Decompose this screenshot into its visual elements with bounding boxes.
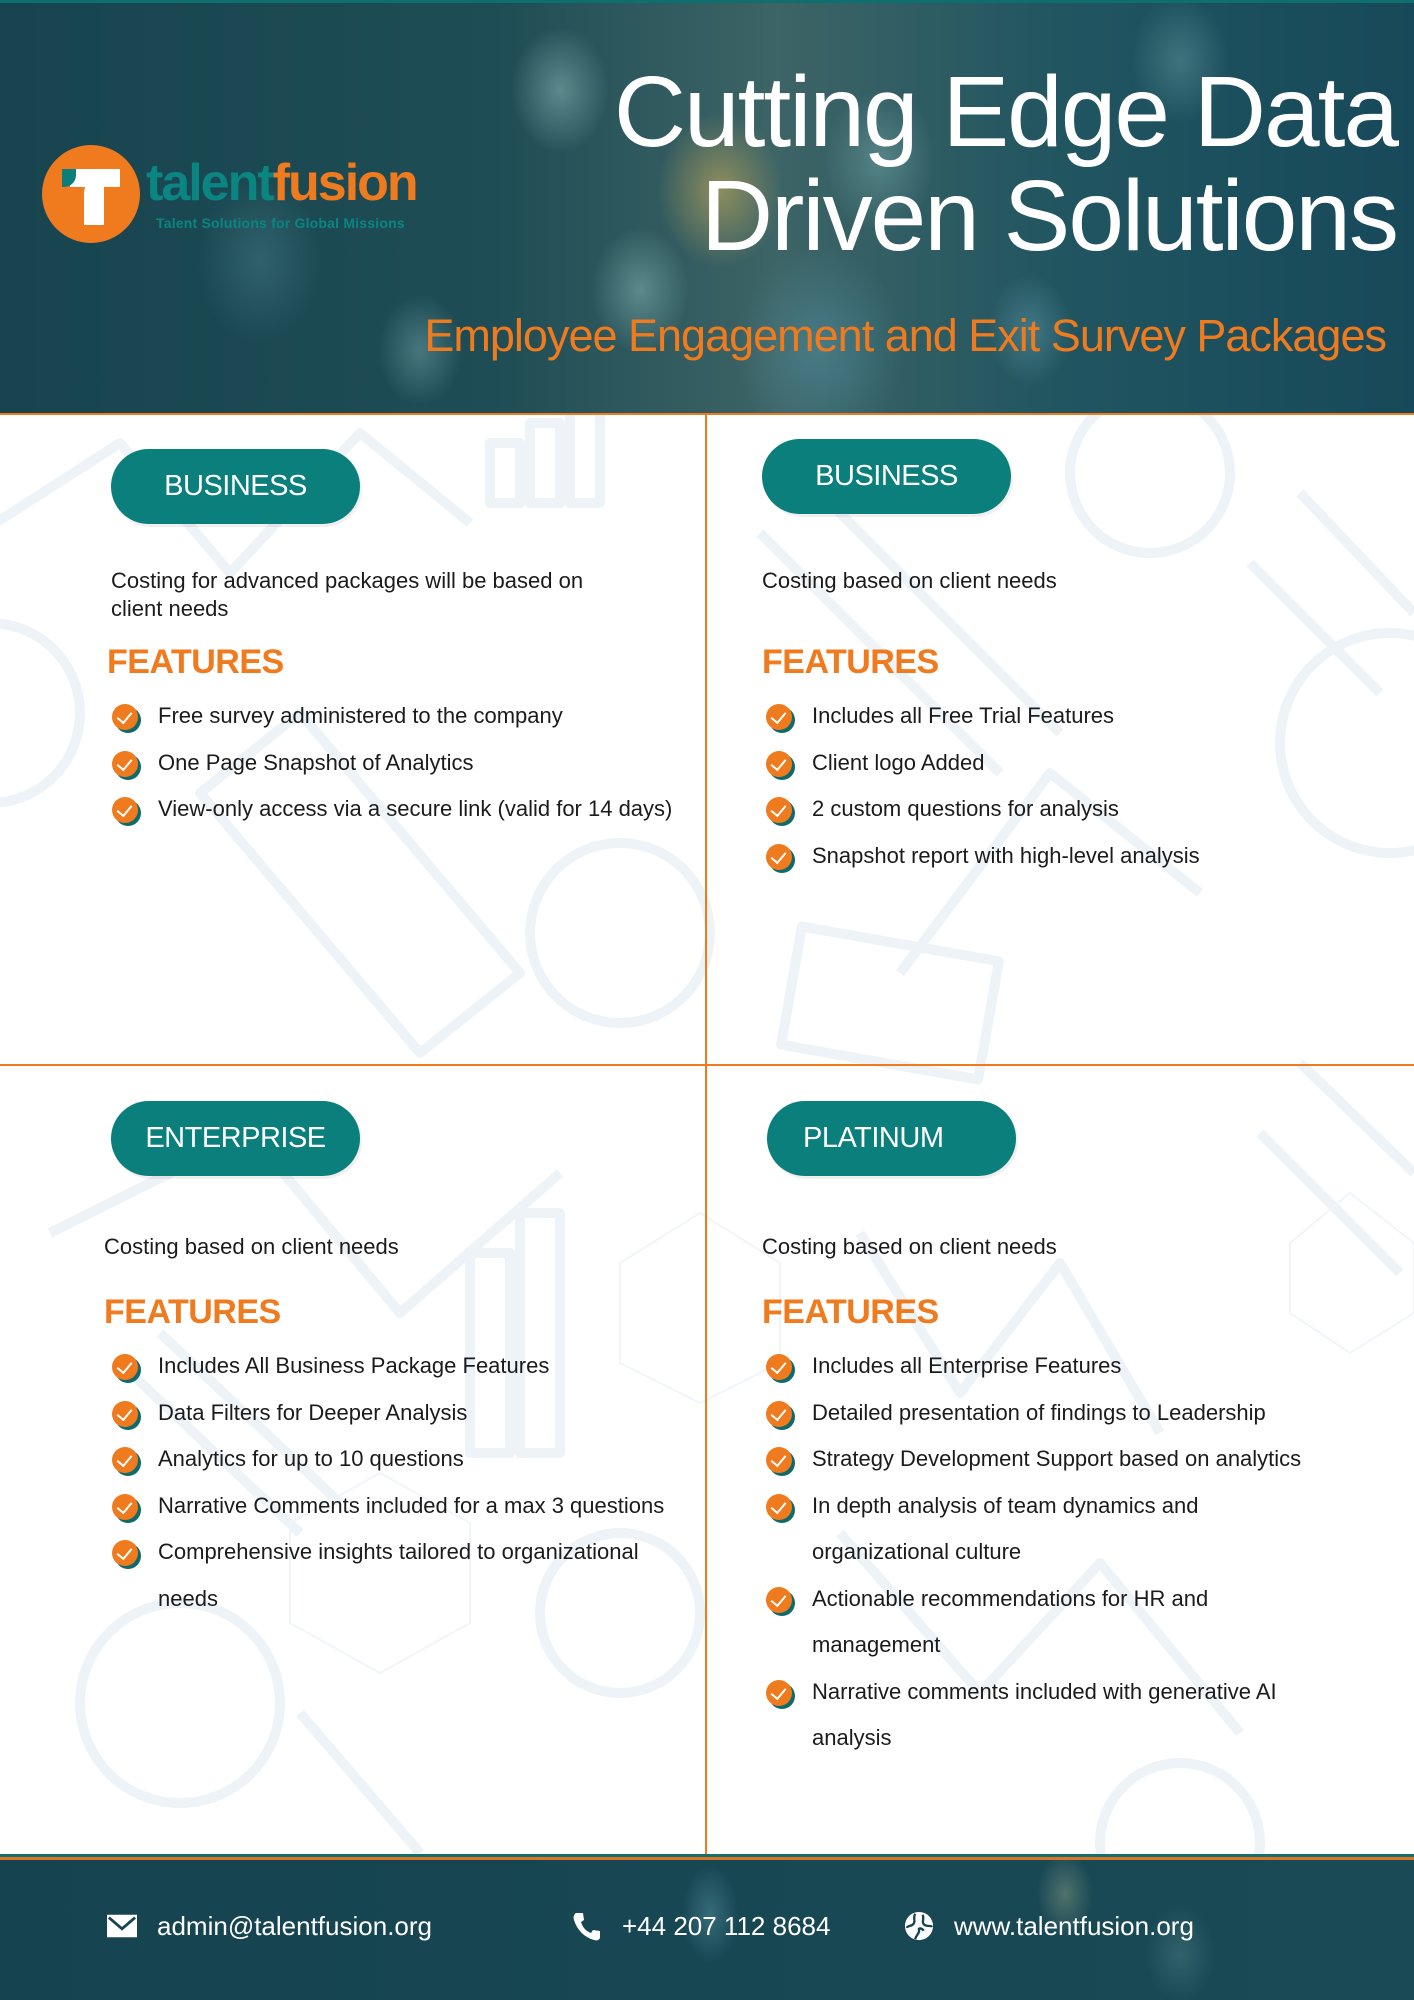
- header-top-border: [0, 0, 1414, 3]
- check-circle-icon: [766, 1587, 792, 1613]
- features-heading: FEATURES: [107, 643, 284, 681]
- check-circle-icon: [112, 1540, 138, 1566]
- list-item: Snapshot report with high-level analysis: [766, 833, 1386, 880]
- logo-tagline: Talent Solutions for Global Missions: [156, 215, 405, 231]
- contact-email[interactable]: [107, 1911, 432, 1941]
- hero-header: [0, 0, 1414, 413]
- check-circle-icon: [766, 1354, 792, 1380]
- packages-grid: [0, 413, 1414, 1854]
- features-heading: FEATURES: [104, 1293, 281, 1331]
- contact-phone[interactable]: [572, 1911, 830, 1941]
- list-item: Data Filters for Deeper Analysis: [112, 1390, 707, 1437]
- brand-logo[interactable]: [42, 143, 462, 243]
- logo-wordmark: [146, 154, 417, 212]
- list-item: Analytics for up to 10 questions: [112, 1436, 707, 1483]
- list-item: Narrative Comments included for a max 3 questions: [112, 1483, 707, 1530]
- email-link[interactable]: admin@talentfusion.org: [157, 1910, 432, 1941]
- check-circle-icon: [766, 797, 792, 823]
- features-heading: FEATURES: [762, 1293, 939, 1331]
- list-item: Includes all Enterprise Features: [766, 1343, 1376, 1390]
- list-item: View-only access via a secure link (valid for 14 days): [112, 786, 712, 833]
- check-circle-icon: [766, 1680, 792, 1706]
- package-costing: Costing for advanced packages will be based on client needs: [111, 568, 584, 621]
- logo-word-fusion: fusion: [272, 154, 417, 212]
- phone-icon: [572, 1911, 602, 1941]
- package-costing: Costing based on client needs: [762, 568, 1057, 593]
- package-badge-platinum[interactable]: PLATINUM: [767, 1101, 1016, 1176]
- divider-vertical: [705, 413, 707, 1854]
- feature-list: [766, 1343, 1376, 1762]
- check-circle-icon: [766, 704, 792, 730]
- page-title: [613, 56, 1397, 272]
- list-item: 2 custom questions for analysis: [766, 786, 1386, 833]
- title-line-2: Driven Solutions: [700, 160, 1397, 272]
- check-circle-icon: [112, 751, 138, 777]
- page-subtitle: Employee Engagement and Exit Survey Packages: [424, 310, 1386, 361]
- check-circle-icon: [112, 1447, 138, 1473]
- globe-icon: [904, 1911, 934, 1941]
- contact-footer: [0, 1854, 1414, 2000]
- envelope-icon: [107, 1911, 137, 1941]
- check-circle-icon: [112, 1354, 138, 1380]
- check-circle-icon: [766, 844, 792, 870]
- list-item: Free survey administered to the company: [112, 693, 712, 740]
- check-circle-icon: [766, 1401, 792, 1427]
- list-item: Includes all Free Trial Features: [766, 693, 1386, 740]
- list-item: Strategy Development Support based on analytics: [766, 1436, 1376, 1483]
- list-item: One Page Snapshot of Analytics: [112, 740, 712, 787]
- package-badge-business[interactable]: BUSINESS: [111, 449, 360, 524]
- package-costing: Costing based on client needs: [104, 1234, 399, 1259]
- check-circle-icon: [766, 1494, 792, 1520]
- check-circle-icon: [766, 751, 792, 777]
- list-item: Detailed presentation of findings to Leadership: [766, 1390, 1376, 1437]
- website-link[interactable]: www.talentfusion.org: [954, 1910, 1194, 1941]
- phone-number[interactable]: +44 207 112 8684: [622, 1910, 831, 1941]
- features-heading: FEATURES: [762, 643, 939, 681]
- logo-word-talent: talent: [146, 154, 273, 212]
- footer-border-orange: [0, 1857, 1414, 1860]
- package-badge-enterprise[interactable]: ENTERPRISE: [111, 1101, 360, 1176]
- check-circle-icon: [112, 797, 138, 823]
- package-badge-business[interactable]: BUSINESS: [762, 439, 1011, 514]
- check-circle-icon: [112, 1401, 138, 1427]
- package-costing: Costing based on client needs: [762, 1234, 1057, 1259]
- check-circle-icon: [766, 1447, 792, 1473]
- feature-list: [112, 693, 712, 833]
- check-circle-icon: [112, 704, 138, 730]
- divider-middle: [0, 1064, 1414, 1066]
- contact-website[interactable]: [904, 1911, 1194, 1941]
- list-item: Actionable recommendations for HR and management: [766, 1576, 1246, 1669]
- check-circle-icon: [112, 1494, 138, 1520]
- divider-top: [0, 413, 1414, 415]
- list-item: Client logo Added: [766, 740, 1386, 787]
- list-item: In depth analysis of team dynamics and organizational culture: [766, 1483, 1246, 1576]
- list-item: Narrative comments included with generative AI analysis: [766, 1669, 1326, 1762]
- title-line-1: Cutting Edge Data: [613, 56, 1397, 168]
- list-item: Includes All Business Package Features: [112, 1343, 707, 1390]
- feature-list: [112, 1343, 707, 1622]
- feature-list: [766, 693, 1386, 879]
- logo-t-emblem-icon: [42, 145, 140, 243]
- list-item: Comprehensive insights tailored to organizational needs: [112, 1529, 672, 1622]
